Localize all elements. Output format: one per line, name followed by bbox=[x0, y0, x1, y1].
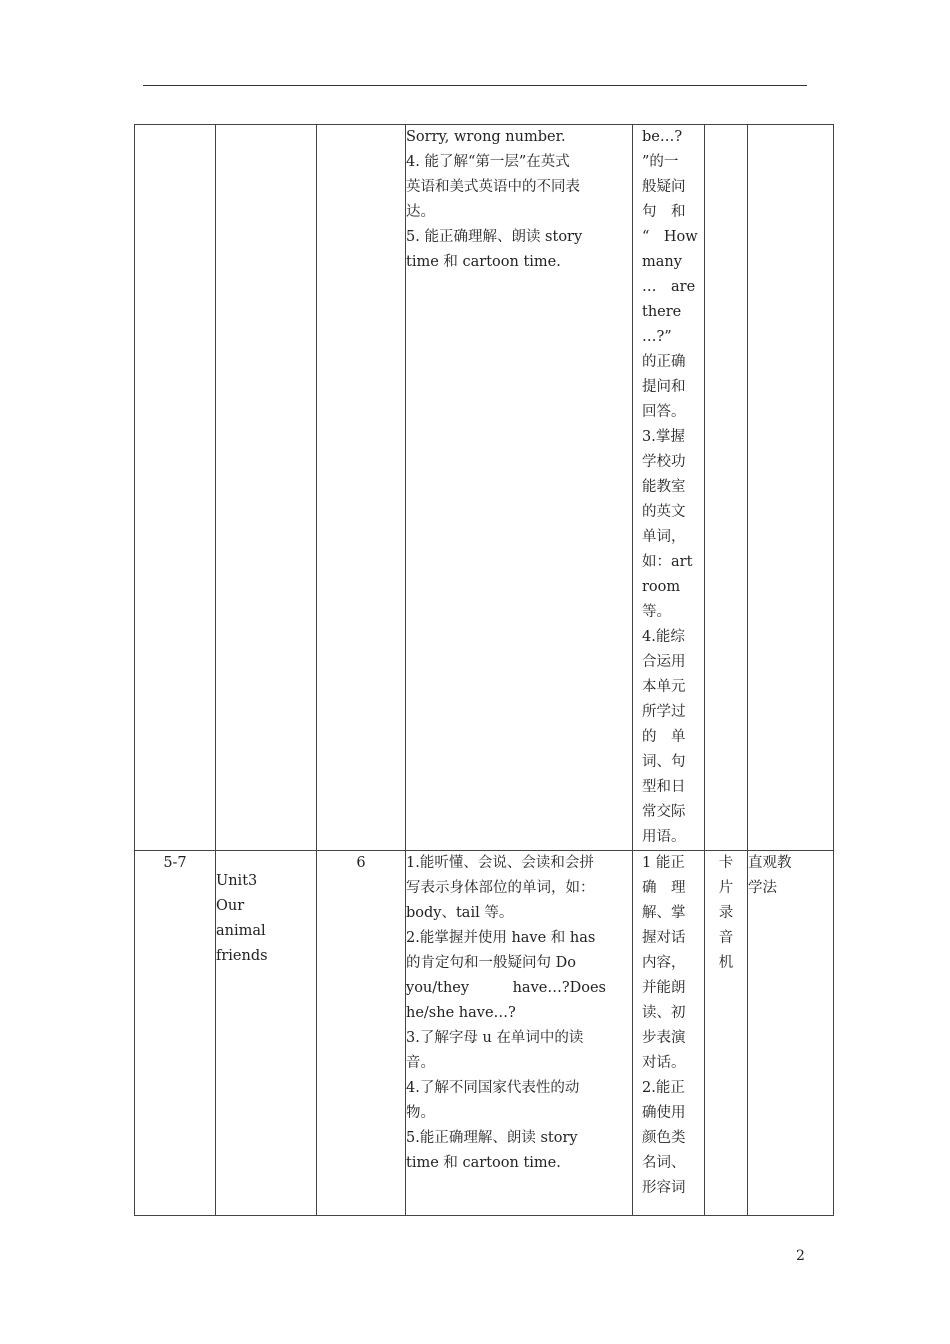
unit-name-line: Our bbox=[216, 898, 245, 914]
page-number: 2 bbox=[796, 1248, 805, 1264]
teaching-tool-line: 音 bbox=[718, 930, 734, 946]
teaching-tool-line: 机 bbox=[718, 955, 734, 971]
focus-line: 等。 bbox=[642, 604, 671, 620]
focus-line: 形容词 bbox=[642, 1180, 686, 1196]
focus-line: 单词， bbox=[642, 529, 686, 545]
teaching-tool-line: 片 bbox=[718, 880, 734, 896]
method-cell bbox=[748, 851, 834, 1216]
hours-cell bbox=[317, 125, 406, 851]
focus-line: 的正确 bbox=[642, 354, 686, 370]
teaching-method-line: 学法 bbox=[748, 880, 777, 896]
focus-line: 确 理 bbox=[642, 880, 686, 896]
week-value: 5-7 bbox=[163, 855, 187, 871]
focus-line: 颜色类 bbox=[642, 1130, 686, 1146]
focus-cell bbox=[633, 125, 705, 851]
tools-cell bbox=[705, 125, 748, 851]
focus-line: 学校功 bbox=[642, 454, 686, 470]
header-rule bbox=[143, 85, 807, 86]
focus-cell bbox=[633, 851, 705, 1216]
focus-line: 用语。 bbox=[642, 829, 686, 845]
focus-line: … are bbox=[642, 279, 696, 295]
focus-line: 词、句 bbox=[642, 754, 686, 770]
focus-line: 3.掌握 bbox=[642, 429, 685, 445]
method-cell bbox=[748, 125, 834, 851]
focus-line: room bbox=[642, 579, 681, 595]
focus-line: 如：art bbox=[642, 554, 693, 570]
focus-line: 型和日 bbox=[642, 779, 686, 795]
focus-line: 确使用 bbox=[642, 1105, 686, 1121]
hours-cell bbox=[317, 851, 406, 1216]
content-line: 5.能正确理解、朗读 story bbox=[406, 1130, 578, 1146]
content-line: he/she have…? bbox=[406, 1005, 516, 1021]
unit-name-line: Unit3 bbox=[216, 873, 258, 889]
teaching-tool-line: 录 bbox=[718, 905, 734, 921]
focus-line: 般疑问 bbox=[642, 179, 686, 195]
focus-line: 的英文 bbox=[642, 504, 686, 520]
content-line: 4.了解不同国家代表性的动 bbox=[406, 1080, 580, 1096]
week-cell bbox=[135, 125, 216, 851]
content-cell bbox=[406, 125, 633, 851]
focus-line: 握对话 bbox=[642, 930, 686, 946]
focus-line: “ How bbox=[642, 229, 698, 245]
content-cell bbox=[406, 851, 633, 1216]
content-line: 达。 bbox=[406, 204, 435, 220]
focus-line: 步表演 bbox=[642, 1030, 686, 1046]
focus-line: ”的一 bbox=[642, 154, 679, 170]
unit-cell bbox=[216, 851, 317, 1216]
content-line: body、tail 等。 bbox=[406, 905, 514, 921]
focus-line: 名词、 bbox=[642, 1155, 686, 1171]
focus-line: 合运用 bbox=[642, 654, 686, 670]
teaching-method-line: 直观教 bbox=[748, 855, 792, 871]
focus-line: 能教室 bbox=[642, 479, 686, 495]
content-line: time 和 cartoon time. bbox=[406, 254, 561, 270]
focus-line: 解、掌 bbox=[642, 905, 686, 921]
focus-line: 提问和 bbox=[642, 379, 686, 395]
content-line: 2.能掌握并使用 have 和 has bbox=[406, 930, 596, 946]
content-line: 5. 能正确理解、朗读 story bbox=[406, 229, 583, 245]
unit-name-line: friends bbox=[216, 948, 268, 964]
content-line: 3.了解字母 u 在单词中的读 bbox=[406, 1030, 584, 1046]
unit-cell bbox=[216, 125, 317, 851]
focus-line: 并能朗 bbox=[642, 980, 686, 996]
focus-line: 所学过 bbox=[642, 704, 686, 720]
focus-line: 内容， bbox=[642, 955, 686, 971]
focus-line: 常交际 bbox=[642, 804, 686, 820]
content-line: you/they have…?Does bbox=[406, 980, 606, 996]
teaching-plan-table bbox=[134, 124, 834, 1216]
content-line: 音。 bbox=[406, 1055, 435, 1071]
content-line: 1.能听懂、会说、会读和会拼 bbox=[406, 855, 594, 871]
content-line: 4. 能了解“第一层”在英式 bbox=[406, 154, 570, 170]
focus-line: …?” bbox=[642, 329, 672, 345]
focus-line: 句 和 bbox=[642, 204, 686, 220]
unit-name-line: animal bbox=[216, 923, 266, 939]
focus-line: 本单元 bbox=[642, 679, 686, 695]
content-line: 的肯定句和一般疑问句 Do bbox=[406, 955, 576, 971]
focus-line: 1 能正 bbox=[642, 855, 685, 871]
teaching-tool-line: 卡 bbox=[718, 855, 734, 871]
focus-line: 2.能正 bbox=[642, 1080, 685, 1096]
focus-line: 的 单 bbox=[642, 729, 686, 745]
focus-line: 4.能综 bbox=[642, 629, 685, 645]
content-line: time 和 cartoon time. bbox=[406, 1155, 561, 1171]
hours-value: 6 bbox=[356, 855, 366, 871]
tools-cell bbox=[705, 851, 748, 1216]
focus-line: many bbox=[642, 254, 682, 270]
content-line: 英语和美式英语中的不同表 bbox=[406, 179, 580, 195]
content-line: 写表示身体部位的单词，如： bbox=[406, 880, 595, 896]
content-line: Sorry, wrong number. bbox=[406, 129, 566, 145]
focus-line: there bbox=[642, 304, 682, 320]
focus-line: be…? bbox=[642, 129, 683, 145]
focus-line: 读、初 bbox=[642, 1005, 686, 1021]
content-line: 物。 bbox=[406, 1105, 435, 1121]
week-cell bbox=[135, 851, 216, 1216]
focus-line: 对话。 bbox=[642, 1055, 686, 1071]
table-row bbox=[135, 125, 834, 851]
focus-line: 回答。 bbox=[642, 404, 686, 420]
table-row bbox=[135, 851, 834, 1216]
